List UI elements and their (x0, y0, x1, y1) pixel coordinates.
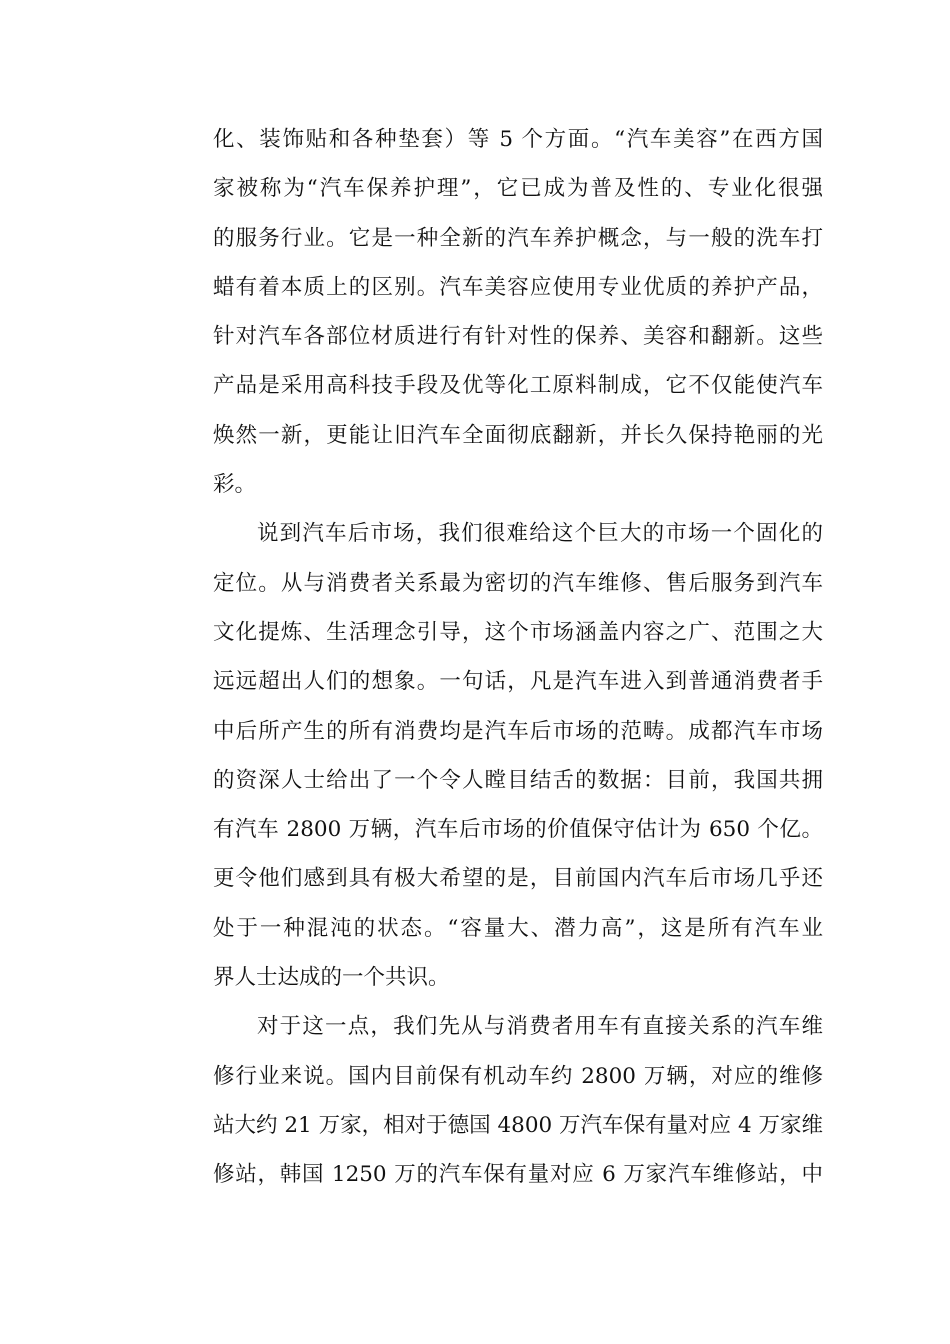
text-line: 针对汽车各部位材质进行有针对性的保养、美容和翻新。这些 (213, 324, 823, 350)
paragraph-1 (213, 115, 823, 509)
paragraph-2 (213, 509, 823, 1002)
text-line: 修行业来说。国内目前保有机动车约 2800 万辆，对应的维修 (213, 1063, 823, 1089)
text-line: 定位。从与消费者关系最为密切的汽车维修、售后服务到汽车 (213, 570, 823, 596)
text-line: 有汽车 2800 万辆，汽车后市场的价值保守估计为 650 个亿。 (213, 817, 823, 843)
text-line: 蜡有着本质上的区别。汽车美容应使用专业优质的养护产品， (213, 274, 823, 300)
text-line: 产品是采用高科技手段及优等化工原料制成，它不仅能使汽车 (213, 373, 823, 399)
text-line: 彩。 (213, 472, 257, 498)
text-line: 文化提炼、生活理念引导，这个市场涵盖内容之广、范围之大 (213, 619, 823, 645)
paragraph-3 (213, 1002, 823, 1199)
text-line: 界人士达成的一个共识。 (213, 965, 450, 991)
text-line: 中后所产生的所有消费均是汽车后市场的范畴。成都汽车市场 (213, 718, 823, 744)
text-line: 站大约 21 万家，相对于德国 4800 万汽车保有量对应 4 万家维 (213, 1112, 823, 1138)
text-line: 的服务行业。它是一种全新的汽车养护概念，与一般的洗车打 (213, 225, 823, 251)
text-line: 化、装饰贴和各种垫套）等 5 个方面。“汽车美容”在西方国 (213, 127, 823, 152)
text-line: 更令他们感到具有极大希望的是，目前国内汽车后市场几乎还 (213, 866, 823, 892)
text-line: 焕然一新，更能让旧汽车全面彻底翻新，并长久保持艳丽的光 (213, 422, 823, 448)
body-text (213, 115, 823, 1200)
text-line: 修站，韩国 1250 万的汽车保有量对应 6 万家汽车维修站，中 (213, 1162, 823, 1188)
text-line: 家被称为“汽车保养护理”，它已成为普及性的、专业化很强 (213, 176, 823, 202)
text-line: 说到汽车后市场，我们很难给这个巨大的市场一个固化的 (257, 521, 823, 547)
text-line: 对于这一点，我们先从与消费者用车有直接关系的汽车维 (257, 1014, 823, 1040)
text-line: 的资深人士给出了一个令人瞠目结舌的数据：目前，我国共拥 (213, 767, 823, 793)
text-line: 远远超出人们的想象。一句话，凡是汽车进入到普通消费者手 (213, 669, 823, 695)
text-line: 处于一种混沌的状态。“容量大、潜力高”，这是所有汽车业 (213, 915, 823, 941)
